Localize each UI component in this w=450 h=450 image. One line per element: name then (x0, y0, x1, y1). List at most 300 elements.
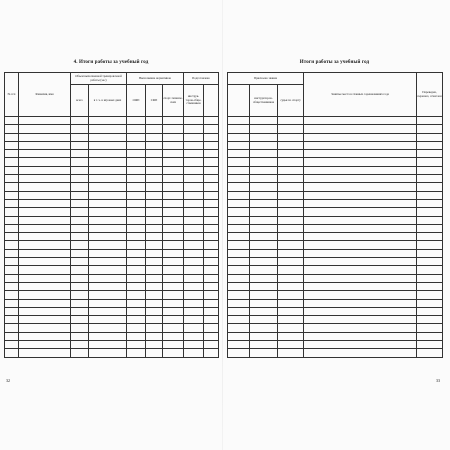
table-cell[interactable] (71, 224, 89, 232)
table-cell[interactable] (204, 324, 219, 332)
table-cell[interactable] (250, 117, 278, 125)
table-cell[interactable] (417, 282, 443, 290)
table-cell[interactable] (146, 282, 163, 290)
table-cell[interactable] (250, 266, 278, 274)
table-cell[interactable] (228, 175, 250, 183)
table-cell[interactable] (5, 282, 19, 290)
table-cell[interactable] (304, 341, 417, 349)
table-cell[interactable] (417, 199, 443, 207)
table-cell[interactable] (89, 141, 127, 149)
table-cell[interactable] (417, 141, 443, 149)
table-cell[interactable] (278, 282, 304, 290)
table-cell[interactable] (278, 158, 304, 166)
table-cell[interactable] (89, 125, 127, 133)
table-cell[interactable] (5, 125, 19, 133)
table-cell[interactable] (163, 299, 184, 307)
table-cell[interactable] (71, 282, 89, 290)
table-cell[interactable] (250, 241, 278, 249)
table-cell[interactable] (146, 158, 163, 166)
table-cell[interactable] (89, 332, 127, 340)
table-cell[interactable] (250, 274, 278, 282)
table-cell[interactable] (127, 208, 146, 216)
table-cell[interactable] (278, 332, 304, 340)
table-cell[interactable] (163, 349, 184, 357)
table-cell[interactable] (89, 299, 127, 307)
table-cell[interactable] (19, 266, 71, 274)
table-cell[interactable] (417, 332, 443, 340)
table-cell[interactable] (278, 224, 304, 232)
table-cell[interactable] (71, 183, 89, 191)
table-cell[interactable] (278, 299, 304, 307)
table-cell[interactable] (228, 291, 250, 299)
table-cell[interactable] (5, 299, 19, 307)
table-cell[interactable] (146, 341, 163, 349)
table-cell[interactable] (5, 208, 19, 216)
table-cell[interactable] (228, 324, 250, 332)
table-cell[interactable] (163, 307, 184, 315)
table-cell[interactable] (204, 183, 219, 191)
table-cell[interactable] (146, 216, 163, 224)
table-cell[interactable] (5, 291, 19, 299)
table-cell[interactable] (89, 208, 127, 216)
table-cell[interactable] (163, 324, 184, 332)
table-cell[interactable] (71, 332, 89, 340)
table-cell[interactable] (204, 332, 219, 340)
table-cell[interactable] (228, 282, 250, 290)
table-cell[interactable] (228, 224, 250, 232)
table-cell[interactable] (417, 274, 443, 282)
table-cell[interactable] (250, 224, 278, 232)
table-cell[interactable] (184, 183, 204, 191)
table-cell[interactable] (19, 166, 71, 174)
table-cell[interactable] (184, 332, 204, 340)
table-cell[interactable] (127, 332, 146, 340)
table-cell[interactable] (127, 349, 146, 357)
table-cell[interactable] (163, 125, 184, 133)
table-cell[interactable] (250, 258, 278, 266)
table-cell[interactable] (146, 324, 163, 332)
table-cell[interactable] (19, 299, 71, 307)
table-cell[interactable] (204, 133, 219, 141)
table-cell[interactable] (204, 141, 219, 149)
table-cell[interactable] (304, 332, 417, 340)
table-cell[interactable] (204, 341, 219, 349)
table-cell[interactable] (19, 316, 71, 324)
table-cell[interactable] (278, 316, 304, 324)
table-cell[interactable] (71, 208, 89, 216)
table-cell[interactable] (228, 299, 250, 307)
table-cell[interactable] (304, 274, 417, 282)
table-cell[interactable] (250, 125, 278, 133)
table-cell[interactable] (304, 224, 417, 232)
table-cell[interactable] (146, 266, 163, 274)
table-cell[interactable] (278, 349, 304, 357)
table-cell[interactable] (304, 266, 417, 274)
table-cell[interactable] (5, 258, 19, 266)
table-cell[interactable] (19, 183, 71, 191)
table-cell[interactable] (417, 258, 443, 266)
table-cell[interactable] (204, 224, 219, 232)
table-cell[interactable] (163, 249, 184, 257)
table-cell[interactable] (184, 166, 204, 174)
table-cell[interactable] (5, 175, 19, 183)
table-cell[interactable] (127, 224, 146, 232)
table-cell[interactable] (5, 233, 19, 241)
table-cell[interactable] (127, 199, 146, 207)
table-cell[interactable] (71, 199, 89, 207)
table-cell[interactable] (71, 258, 89, 266)
table-cell[interactable] (127, 158, 146, 166)
table-cell[interactable] (278, 341, 304, 349)
table-cell[interactable] (146, 141, 163, 149)
table-cell[interactable] (89, 150, 127, 158)
table-cell[interactable] (19, 341, 71, 349)
table-cell[interactable] (250, 249, 278, 257)
table-cell[interactable] (278, 191, 304, 199)
table-cell[interactable] (163, 191, 184, 199)
table-cell[interactable] (19, 158, 71, 166)
table-cell[interactable] (250, 191, 278, 199)
table-cell[interactable] (89, 291, 127, 299)
table-cell[interactable] (304, 191, 417, 199)
table-cell[interactable] (304, 125, 417, 133)
table-cell[interactable] (89, 183, 127, 191)
table-cell[interactable] (184, 349, 204, 357)
table-cell[interactable] (184, 133, 204, 141)
table-cell[interactable] (127, 125, 146, 133)
table-cell[interactable] (146, 125, 163, 133)
table-cell[interactable] (127, 175, 146, 183)
table-cell[interactable] (417, 299, 443, 307)
table-cell[interactable] (184, 266, 204, 274)
table-cell[interactable] (71, 125, 89, 133)
table-cell[interactable] (228, 158, 250, 166)
table-cell[interactable] (417, 291, 443, 299)
table-cell[interactable] (71, 349, 89, 357)
table-cell[interactable] (89, 133, 127, 141)
table-cell[interactable] (146, 291, 163, 299)
table-cell[interactable] (417, 241, 443, 249)
table-cell[interactable] (163, 258, 184, 266)
table-cell[interactable] (127, 249, 146, 257)
table-cell[interactable] (417, 341, 443, 349)
table-cell[interactable] (146, 233, 163, 241)
table-cell[interactable] (19, 150, 71, 158)
table-cell[interactable] (184, 150, 204, 158)
table-cell[interactable] (19, 233, 71, 241)
table-cell[interactable] (417, 316, 443, 324)
table-cell[interactable] (184, 274, 204, 282)
table-cell[interactable] (204, 158, 219, 166)
table-cell[interactable] (184, 141, 204, 149)
table-cell[interactable] (228, 183, 250, 191)
table-cell[interactable] (228, 258, 250, 266)
table-cell[interactable] (71, 141, 89, 149)
table-cell[interactable] (278, 183, 304, 191)
table-cell[interactable] (184, 241, 204, 249)
table-cell[interactable] (146, 258, 163, 266)
table-cell[interactable] (304, 316, 417, 324)
table-cell[interactable] (127, 258, 146, 266)
table-cell[interactable] (304, 349, 417, 357)
table-cell[interactable] (304, 208, 417, 216)
table-cell[interactable] (278, 166, 304, 174)
table-cell[interactable] (19, 175, 71, 183)
table-cell[interactable] (278, 291, 304, 299)
table-cell[interactable] (163, 291, 184, 299)
table-cell[interactable] (278, 324, 304, 332)
table-cell[interactable] (146, 349, 163, 357)
table-cell[interactable] (5, 150, 19, 158)
table-cell[interactable] (5, 324, 19, 332)
table-cell[interactable] (184, 158, 204, 166)
table-cell[interactable] (278, 216, 304, 224)
table-cell[interactable] (19, 282, 71, 290)
table-cell[interactable] (304, 183, 417, 191)
table-cell[interactable] (163, 150, 184, 158)
table-cell[interactable] (19, 258, 71, 266)
table-cell[interactable] (204, 274, 219, 282)
table-cell[interactable] (417, 191, 443, 199)
table-cell[interactable] (278, 133, 304, 141)
table-cell[interactable] (304, 299, 417, 307)
table-cell[interactable] (184, 117, 204, 125)
table-cell[interactable] (5, 166, 19, 174)
table-cell[interactable] (304, 133, 417, 141)
table-cell[interactable] (163, 208, 184, 216)
table-cell[interactable] (163, 282, 184, 290)
table-cell[interactable] (89, 158, 127, 166)
table-cell[interactable] (250, 291, 278, 299)
table-cell[interactable] (71, 158, 89, 166)
table-cell[interactable] (417, 125, 443, 133)
table-cell[interactable] (89, 216, 127, 224)
table-cell[interactable] (304, 249, 417, 257)
table-cell[interactable] (163, 141, 184, 149)
table-cell[interactable] (163, 233, 184, 241)
table-cell[interactable] (204, 291, 219, 299)
table-cell[interactable] (417, 175, 443, 183)
table-cell[interactable] (304, 150, 417, 158)
table-cell[interactable] (146, 150, 163, 158)
table-cell[interactable] (250, 349, 278, 357)
table-cell[interactable] (163, 199, 184, 207)
table-cell[interactable] (304, 166, 417, 174)
table-cell[interactable] (304, 175, 417, 183)
table-cell[interactable] (71, 266, 89, 274)
table-cell[interactable] (228, 117, 250, 125)
table-cell[interactable] (146, 274, 163, 282)
table-cell[interactable] (71, 191, 89, 199)
table-cell[interactable] (417, 224, 443, 232)
table-cell[interactable] (250, 166, 278, 174)
table-cell[interactable] (417, 233, 443, 241)
table-cell[interactable] (146, 316, 163, 324)
table-cell[interactable] (127, 150, 146, 158)
table-cell[interactable] (228, 141, 250, 149)
table-cell[interactable] (304, 158, 417, 166)
table-cell[interactable] (5, 341, 19, 349)
table-cell[interactable] (127, 316, 146, 324)
table-cell[interactable] (71, 316, 89, 324)
table-cell[interactable] (19, 349, 71, 357)
table-cell[interactable] (5, 216, 19, 224)
table-cell[interactable] (71, 307, 89, 315)
table-cell[interactable] (146, 117, 163, 125)
table-cell[interactable] (19, 241, 71, 249)
table-cell[interactable] (89, 349, 127, 357)
table-cell[interactable] (5, 274, 19, 282)
table-cell[interactable] (5, 141, 19, 149)
table-cell[interactable] (204, 199, 219, 207)
table-cell[interactable] (184, 291, 204, 299)
table-cell[interactable] (163, 274, 184, 282)
table-cell[interactable] (146, 183, 163, 191)
table-cell[interactable] (146, 208, 163, 216)
table-cell[interactable] (204, 258, 219, 266)
table-cell[interactable] (71, 324, 89, 332)
table-cell[interactable] (417, 249, 443, 257)
table-cell[interactable] (19, 332, 71, 340)
table-cell[interactable] (278, 249, 304, 257)
table-cell[interactable] (127, 282, 146, 290)
table-cell[interactable] (204, 125, 219, 133)
table-cell[interactable] (71, 175, 89, 183)
table-cell[interactable] (163, 266, 184, 274)
table-cell[interactable] (163, 158, 184, 166)
table-cell[interactable] (5, 249, 19, 257)
table-cell[interactable] (5, 117, 19, 125)
table-cell[interactable] (228, 125, 250, 133)
table-cell[interactable] (71, 291, 89, 299)
table-cell[interactable] (250, 199, 278, 207)
table-cell[interactable] (184, 258, 204, 266)
table-cell[interactable] (5, 183, 19, 191)
table-cell[interactable] (250, 299, 278, 307)
table-cell[interactable] (127, 266, 146, 274)
table-cell[interactable] (278, 233, 304, 241)
table-cell[interactable] (250, 324, 278, 332)
table-cell[interactable] (5, 316, 19, 324)
table-cell[interactable] (278, 266, 304, 274)
table-cell[interactable] (417, 349, 443, 357)
table-cell[interactable] (19, 208, 71, 216)
table-cell[interactable] (304, 141, 417, 149)
table-cell[interactable] (417, 216, 443, 224)
table-cell[interactable] (71, 216, 89, 224)
table-cell[interactable] (228, 249, 250, 257)
table-cell[interactable] (71, 117, 89, 125)
table-cell[interactable] (304, 258, 417, 266)
table-cell[interactable] (89, 117, 127, 125)
table-cell[interactable] (228, 216, 250, 224)
table-cell[interactable] (5, 191, 19, 199)
table-cell[interactable] (228, 208, 250, 216)
table-cell[interactable] (417, 150, 443, 158)
table-cell[interactable] (278, 125, 304, 133)
table-cell[interactable] (184, 233, 204, 241)
table-cell[interactable] (19, 199, 71, 207)
table-cell[interactable] (204, 208, 219, 216)
table-cell[interactable] (89, 282, 127, 290)
table-cell[interactable] (163, 175, 184, 183)
table-cell[interactable] (228, 199, 250, 207)
table-cell[interactable] (127, 166, 146, 174)
table-cell[interactable] (146, 249, 163, 257)
table-cell[interactable] (127, 141, 146, 149)
table-cell[interactable] (89, 191, 127, 199)
table-cell[interactable] (163, 316, 184, 324)
table-cell[interactable] (228, 332, 250, 340)
table-cell[interactable] (204, 249, 219, 257)
table-cell[interactable] (250, 307, 278, 315)
table-cell[interactable] (163, 183, 184, 191)
table-cell[interactable] (5, 224, 19, 232)
table-cell[interactable] (89, 341, 127, 349)
table-cell[interactable] (228, 341, 250, 349)
table-cell[interactable] (127, 117, 146, 125)
table-cell[interactable] (184, 324, 204, 332)
table-cell[interactable] (417, 266, 443, 274)
table-cell[interactable] (250, 208, 278, 216)
table-cell[interactable] (146, 307, 163, 315)
table-cell[interactable] (304, 233, 417, 241)
table-cell[interactable] (228, 307, 250, 315)
table-cell[interactable] (278, 199, 304, 207)
table-cell[interactable] (250, 341, 278, 349)
table-cell[interactable] (89, 241, 127, 249)
table-cell[interactable] (163, 133, 184, 141)
table-cell[interactable] (417, 133, 443, 141)
table-cell[interactable] (89, 249, 127, 257)
table-cell[interactable] (89, 266, 127, 274)
table-cell[interactable] (278, 141, 304, 149)
table-cell[interactable] (146, 332, 163, 340)
table-cell[interactable] (204, 191, 219, 199)
table-cell[interactable] (228, 274, 250, 282)
table-cell[interactable] (89, 274, 127, 282)
table-cell[interactable] (163, 224, 184, 232)
table-cell[interactable] (127, 241, 146, 249)
table-cell[interactable] (71, 249, 89, 257)
table-cell[interactable] (417, 117, 443, 125)
table-cell[interactable] (204, 241, 219, 249)
table-cell[interactable] (71, 133, 89, 141)
table-cell[interactable] (5, 241, 19, 249)
table-cell[interactable] (127, 183, 146, 191)
table-cell[interactable] (89, 307, 127, 315)
table-cell[interactable] (19, 291, 71, 299)
table-cell[interactable] (5, 199, 19, 207)
table-cell[interactable] (184, 175, 204, 183)
table-cell[interactable] (89, 199, 127, 207)
table-cell[interactable] (417, 307, 443, 315)
table-cell[interactable] (5, 349, 19, 357)
table-cell[interactable] (304, 324, 417, 332)
table-cell[interactable] (127, 299, 146, 307)
table-cell[interactable] (184, 208, 204, 216)
table-cell[interactable] (127, 233, 146, 241)
table-cell[interactable] (278, 258, 304, 266)
table-cell[interactable] (127, 324, 146, 332)
table-cell[interactable] (228, 316, 250, 324)
table-cell[interactable] (163, 241, 184, 249)
table-cell[interactable] (184, 282, 204, 290)
table-cell[interactable] (5, 307, 19, 315)
table-cell[interactable] (89, 224, 127, 232)
table-cell[interactable] (19, 274, 71, 282)
table-cell[interactable] (89, 258, 127, 266)
